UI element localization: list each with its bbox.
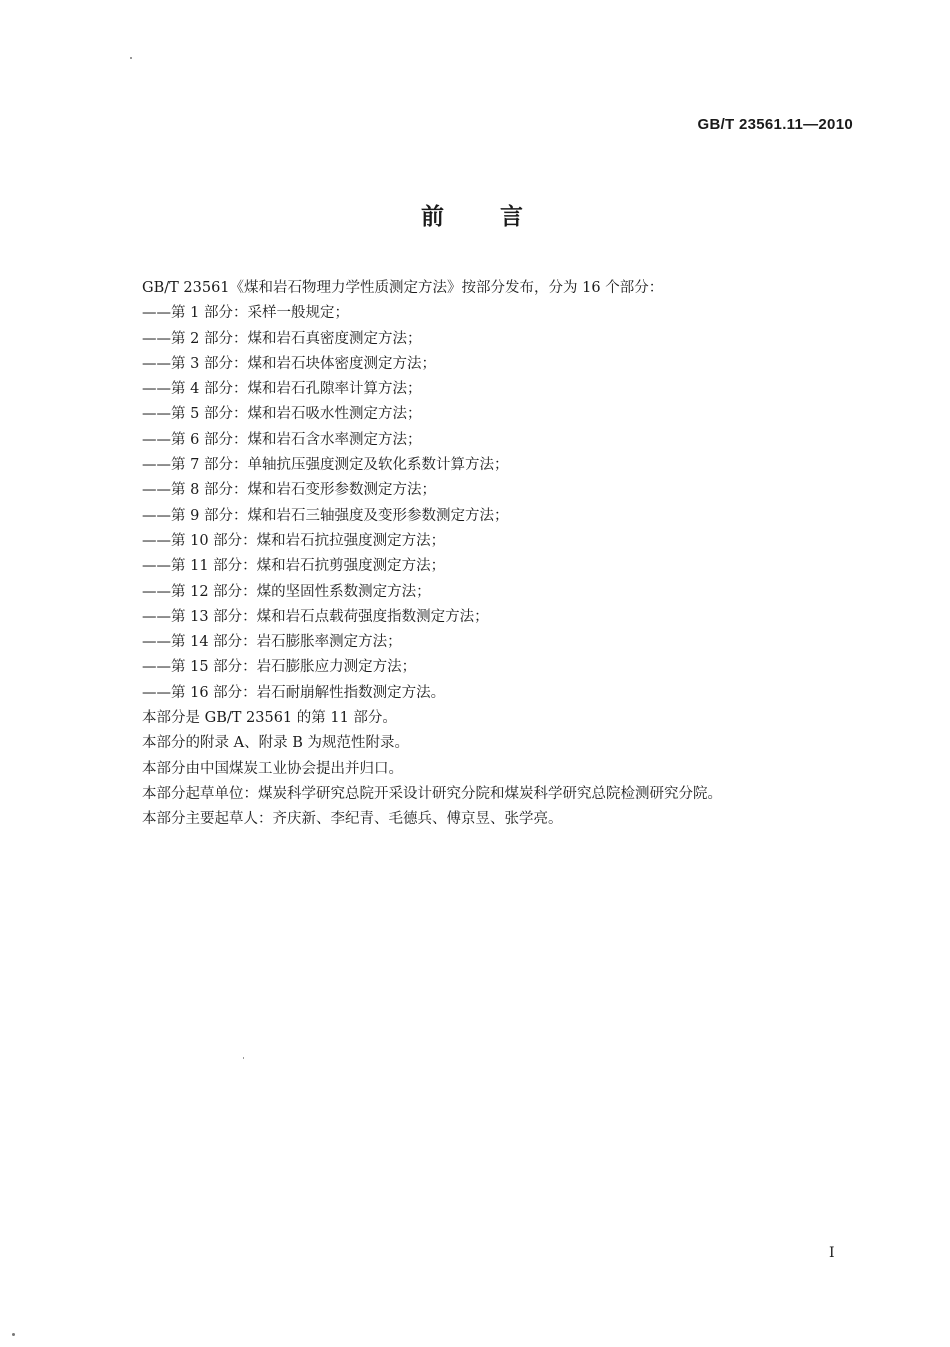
scan-speck <box>12 1333 15 1336</box>
statement-part-number: 本部分是 GB/T 23561 的第 11 部分。 <box>142 710 397 727</box>
part-item: ——第 10 部分：煤和岩石抗拉强度测定方法； <box>142 532 446 549</box>
statement-annexes: 本部分的附录 A、附录 B 为规范性附录。 <box>142 735 409 752</box>
part-item: ——第 5 部分：煤和岩石吸水性测定方法； <box>142 406 422 423</box>
standard-code: GB/T 23561.11—2010 <box>697 116 853 133</box>
page-title: 前言 <box>421 204 579 230</box>
part-item: ——第 1 部分：采样一般规定； <box>142 305 349 322</box>
preface-body <box>142 276 842 833</box>
part-item: ——第 7 部分：单轴抗压强度测定及软化系数计算方法； <box>142 457 509 474</box>
scan-speck <box>130 57 132 59</box>
part-item: ——第 6 部分：煤和岩石含水率测定方法； <box>142 431 422 448</box>
part-item: ——第 11 部分：煤和岩石抗剪强度测定方法； <box>142 558 446 575</box>
part-item: ——第 13 部分：煤和岩石点载荷强度指数测定方法； <box>142 608 489 625</box>
part-item: ——第 15 部分：岩石膨胀应力测定方法； <box>142 659 417 676</box>
part-item: ——第 16 部分：岩石耐崩解性指数测定方法。 <box>142 684 446 701</box>
part-item: ——第 9 部分：煤和岩石三轴强度及变形参数测定方法； <box>142 507 509 524</box>
part-item: ——第 2 部分：煤和岩石真密度测定方法； <box>142 330 422 347</box>
part-item: ——第 12 部分：煤的坚固性系数测定方法； <box>142 583 431 600</box>
part-item: ——第 4 部分：煤和岩石孔隙率计算方法； <box>142 381 422 398</box>
scan-speck <box>243 1057 244 1059</box>
part-item: ——第 3 部分：煤和岩石块体密度测定方法； <box>142 355 436 372</box>
part-item: ——第 8 部分：煤和岩石变形参数测定方法； <box>142 482 436 499</box>
statement-drafters: 本部分主要起草人：齐庆新、李纪青、毛德兵、傅京昱、张学亮。 <box>142 811 563 828</box>
part-item: ——第 14 部分：岩石膨胀率测定方法； <box>142 634 402 651</box>
page-number: I <box>829 1245 835 1261</box>
statement-proposer: 本部分由中国煤炭工业协会提出并归口。 <box>142 760 403 777</box>
intro-paragraph: GB/T 23561《煤和岩石物理力学性质测定方法》按部分发布，分为 16 个部分： <box>142 280 664 296</box>
statement-drafting-units: 本部分起草单位：煤炭科学研究总院开采设计研究分院和煤炭科学研究总院检测研究分院。 <box>142 785 722 802</box>
